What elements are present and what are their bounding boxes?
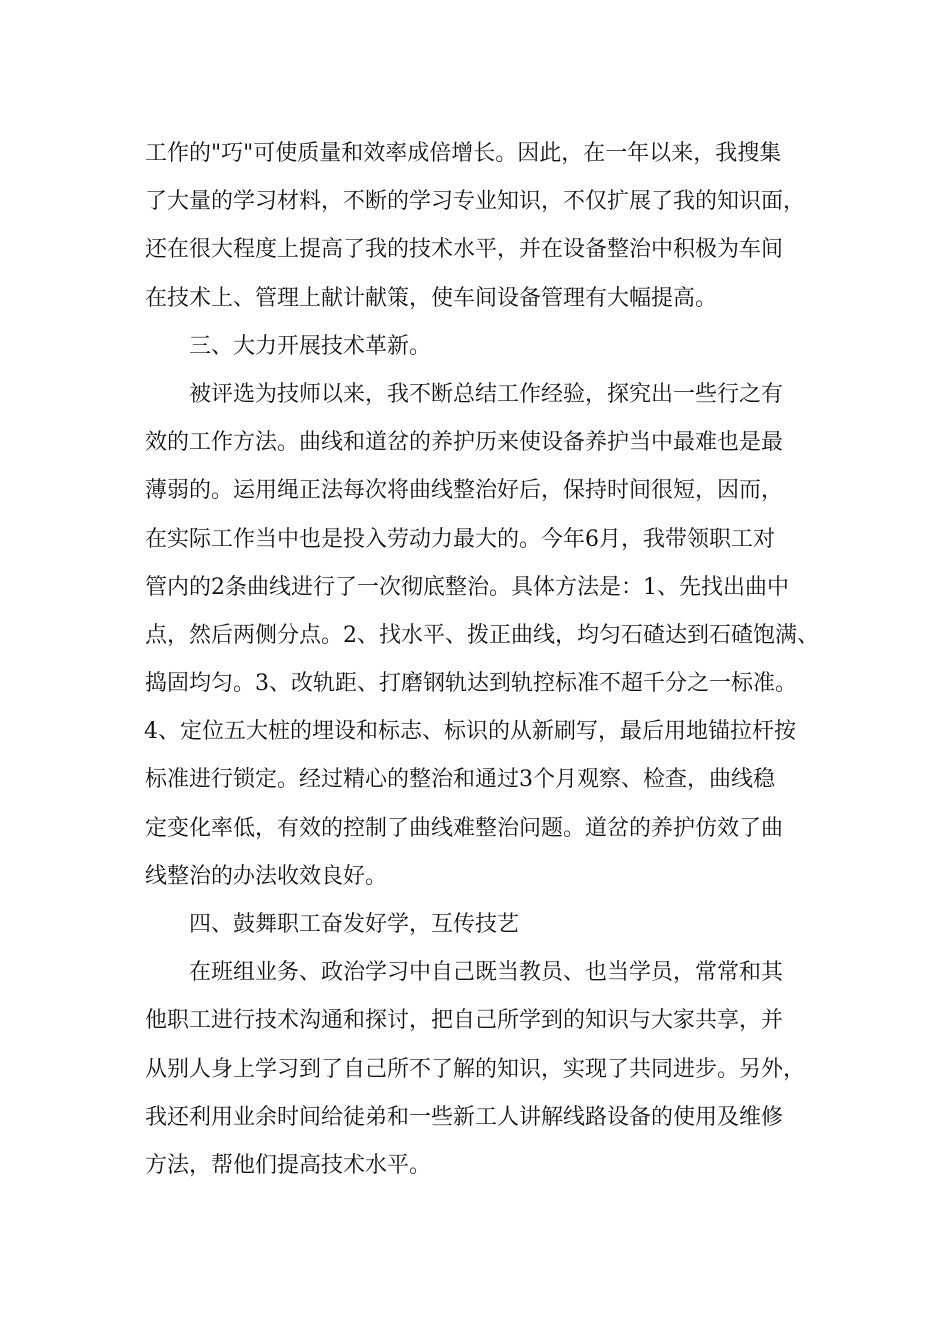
text-line: 在技术上、管理上献计献策，使车间设备管理有大幅提高。 — [145, 285, 718, 311]
text-line: 方法，帮他们提高技术水平。 — [145, 1152, 432, 1178]
text-line: 工作的"巧"可使质量和效率成倍增长。因此，在一年以来，我搜集 — [145, 141, 782, 166]
text-line: 点，然后两侧分点。2、找水平、拨正曲线，均匀石碴达到石碴饱满、 — [145, 622, 819, 648]
text-line: 还在很大程度上提高了我的技术水平，并在设备整治中积极为车间 — [145, 237, 784, 263]
text-line: 线整治的办法收效良好。 — [145, 863, 388, 889]
document-body — [145, 130, 825, 1190]
text-line: 效的工作方法。曲线和道岔的养护历来使设备养护当中最难也是最 — [145, 430, 784, 456]
text-line: 薄弱的。运用绳正法每次将曲线整治好后，保持时间很短，因而， — [145, 478, 784, 504]
section-heading: 三、大力开展技术革新。 — [189, 333, 432, 359]
text-line: 他职工进行技术沟通和探讨，把自己所学到的知识与大家共享，并 — [145, 1008, 784, 1034]
text-line: 捣固均匀。3、改轨距、打磨钢轨达到轨控标准不超千分之一标准。 — [145, 671, 797, 697]
text-line: 标准进行锁定。经过精心的整治和通过3个月观察、检查，曲线稳 — [145, 767, 775, 793]
text-line: 定变化率低，有效的控制了曲线难整治问题。道岔的养护仿效了曲 — [145, 815, 784, 841]
paragraph-first-line: 被评选为技师以来，我不断总结工作经验，探究出一些行之有 — [189, 381, 784, 407]
section-heading: 四、鼓舞职工奋发好学，互传技艺 — [189, 912, 520, 937]
text-line: 4、定位五大桩的埋设和标志、标识的从新刷写，最后用地锚拉杆按 — [144, 719, 796, 745]
text-line: 在实际工作当中也是投入劳动力最大的。今年6月，我带领职工对 — [145, 526, 775, 552]
paragraph-first-line: 在班组业务、政治学习中自己既当教员、也当学员，常常和其 — [189, 960, 784, 986]
text-line: 管内的2条曲线进行了一次彻底整治。具体方法是：1、先找出曲中 — [145, 574, 789, 600]
text-line: 我还利用业余时间给徒弟和一些新工人讲解线路设备的使用及维修 — [145, 1104, 784, 1130]
text-line: 了大量的学习材料，不断的学习专业知识，不仅扩展了我的知识面， — [145, 189, 806, 215]
text-line: 从别人身上学习到了自己所不了解的知识，实现了共同进步。另外， — [145, 1056, 806, 1082]
